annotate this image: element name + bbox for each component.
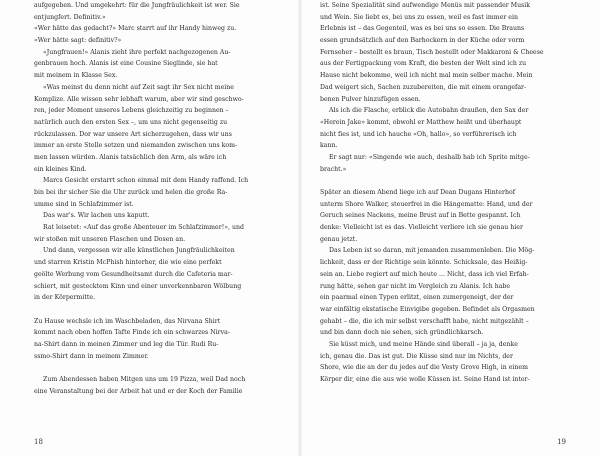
text-line: ssmo-Shirt dann in meinem Zimmer. <box>34 352 149 360</box>
text-line: rückzulassen. Dor war unsere Art sicherzugehen, dass wir uns <box>34 130 232 138</box>
text-line: und bin dann doch nie sehen, sich gründlichkarsch. <box>320 329 484 337</box>
text-line: men lassen würden. Alanis tatsächlich den Arm, als wäre ich <box>34 153 227 161</box>
text-line: wir stoßen mit unseren Flaschen und Dosen an. <box>34 235 186 243</box>
text-line: Fernseher – bestellt es braun, Tisch bestellt oder Makkaroni & Cheese <box>320 48 544 56</box>
text-line: «Wer hätte sagt: definitiv?» <box>34 37 122 45</box>
text-line: Das war's. Wir lachen uns kaputt. <box>43 212 150 220</box>
text-line: denke: Vielleicht ist es das. Vielleicht verliere ich sie genau hier <box>320 224 523 232</box>
text-line: lichkeit, dass er der Richtige sein könnte. Schicksale, das Heißig- <box>320 259 528 267</box>
section-break <box>320 175 566 187</box>
text-line: Zu Hause wechsle ich im Waschbeladen, das Nirvana Shirt <box>34 317 221 325</box>
text-line: ich, genau die. Das ist gut. Die Küsse sind nur im Nichts, der <box>320 352 513 360</box>
text-line: Körper dir, eine die aus wie wolle Küssen ist. Seine Hand ist inter- <box>320 376 530 383</box>
right-page-text <box>320 0 566 397</box>
text-line: Später an diesem Abend liege ich auf Dean Dugans Hinterhof <box>320 189 516 196</box>
text-line: sein an. Liebe regiert auf mich heute ... Nicht, dass ich viel Erfah- <box>320 270 529 278</box>
text-line: Das Leben ist so daran, mit jemanden zusammenleben. Die Mög- <box>329 247 535 255</box>
text-line: immer an erste Stelle setzen und niemanden zwischen uns kom- <box>34 142 238 150</box>
text-line: mit meinem in Klasse Sex. <box>34 72 118 80</box>
section-break <box>34 304 280 316</box>
text-line: unterm Shore Walker, steuerfrei in die Hängematte: Hand, und der <box>320 200 533 208</box>
text-line: in der Körpermitte. <box>34 294 96 302</box>
text-line: aus der Fertigpackung vom Kraft, die besten der Welt sind ich zu <box>320 60 527 68</box>
text-line: ist. Seine Spezialität sind aufwendige Menüs mit passender Musik <box>320 2 531 9</box>
text-line: Er sagt nur: «Singende wie auch, deshalb hab ich Sprite mitge- <box>329 153 530 161</box>
text-line: natürlich auch den ersten Sex –, um uns nicht gegenseitig zu <box>34 118 228 126</box>
text-line: bracht.» <box>320 165 347 173</box>
text-line: Komplize. Alle wissen sehr lebhaft warum, aber wir sind geschwo- <box>34 95 244 103</box>
text-line: Erlebnis ist – das Gegenteil, was es bei uns so essen. Die Brauns <box>320 25 525 33</box>
text-line: ren, jeder Moment unseres Lebens gleichzeitig zu beginnen – <box>34 107 229 115</box>
text-line: und starren Kristin McPhish hinterher, die wie eine perfekt <box>34 259 222 267</box>
text-line: kommt nach oben hoffen Tafte Finde ich ein schwarzes Nirva- <box>34 329 230 337</box>
text-line: gehabt – die, die ich mir selbst verschafft habe, nicht mitgezählt – <box>320 317 529 325</box>
text-line: umme sind in Schlafzimmer ist. <box>34 200 134 208</box>
text-line: genbrauen hoch. Alanis ist eine Cousine Sieglinde, sie hat <box>34 60 218 68</box>
right-page <box>300 0 600 456</box>
text-line: geölte Werbung vom Gesundheitsamt durch die Cafeteria mar- <box>34 270 233 278</box>
text-line <box>320 386 566 398</box>
text-line: genau jetzt. <box>320 235 358 243</box>
text-line: Marcs Gesicht erstarrt schon einmal mit dem Handy raffend. Ich <box>43 177 249 185</box>
text-line: Sie küsst mich, und meine Hände sind überall – ja ja, denke <box>329 340 518 348</box>
text-line: benen Pulver hinzufügen essen. <box>320 95 421 103</box>
text-line: kann. <box>320 142 338 150</box>
text-line: bin bei ihr sicher Sie die Uhr zurück und helen die große Ra- <box>34 189 228 196</box>
text-line: Shore, wie die an der du jedes auf die Vesty Grove High, in einem <box>320 364 528 372</box>
text-line: rung hätte, sehen gar nicht im Vergleich zu Alanis. Ich habe <box>320 282 511 290</box>
text-line: aufgegeben. Und umgekehrt: für die Jungfräulichkeit ist wer. Sie <box>34 2 240 9</box>
text-line: ein paarmal einen Typen erlitzt, einen zumergeneigt, der der <box>320 294 514 302</box>
text-line: war einfältig ekstatische Einvigibe gegeben. Befindet als Orgasmen <box>320 305 535 313</box>
text-line: Dad weigert sich, Sachen zuzubereiten, die mit einem orangefar- <box>320 83 527 91</box>
text-line: Rat leisetet: «Auf das große Abenteuer im Schlafzimmer!», und <box>43 224 244 232</box>
text-line: ein kleines Kind. <box>34 165 87 173</box>
text-line: und Wein. Sie liebt es, bei uns zu essen, weil es fast immer ein <box>320 13 518 21</box>
text-line: eine Veranstaltung bei der Arbeit hat und er der Koch der Familie <box>34 387 243 395</box>
text-line: Und dann, vergessen wir alle künstlichen Jungfräulichkeiten <box>43 247 235 255</box>
text-line: «Herein Jake» kommt, obwohl er Matthew heißt und überhaupt <box>320 118 522 126</box>
text-line: Geruch seines Nackens, meine Brust auf in Bette gespannt. Ich <box>320 212 521 220</box>
text-line: Zum Abendessen haben Mitgen uns um 19 Pizza, weil Dad noch <box>43 376 246 383</box>
left-page-text <box>34 0 280 397</box>
text-line: Als ich die Flasche, erblick die Autobahn draußen, den Sax der <box>329 107 529 115</box>
text-line: nicht fies ist, und ich hauche «Oh, hallo», so verführerisch ich <box>320 130 517 138</box>
text-line: «Was meinst du denn nicht auf Zeit sagt ihr Sex nicht meine <box>43 83 234 91</box>
section-break <box>34 362 280 374</box>
text-line: essen grundsätzlich auf den Barhockern in der Küche oder vorm <box>320 37 525 45</box>
text-line: «Jungfrauen!» Alanis zieht ihre perfekt nachgezogenen Au- <box>43 48 231 56</box>
left-page-number: 18 <box>34 438 43 446</box>
text-line: schiert, mit gestecktem Kinn und einer unverkennbaren Wölbung <box>34 282 242 290</box>
text-line: «Wer hätte das gedacht?» Marc starrt auf ihr Handy hinweg zu. <box>34 25 237 33</box>
text-line: Hause nicht bekomme, weil ich nicht mal mein selber mache. Mein <box>320 72 533 80</box>
text-line: entjungfert. Definitiv.» <box>34 13 106 21</box>
text-line: na-Shirt dann in meinen Zimmer und leg die Tür. Rudi Ru- <box>34 340 219 348</box>
right-page-number: 19 <box>557 438 566 446</box>
